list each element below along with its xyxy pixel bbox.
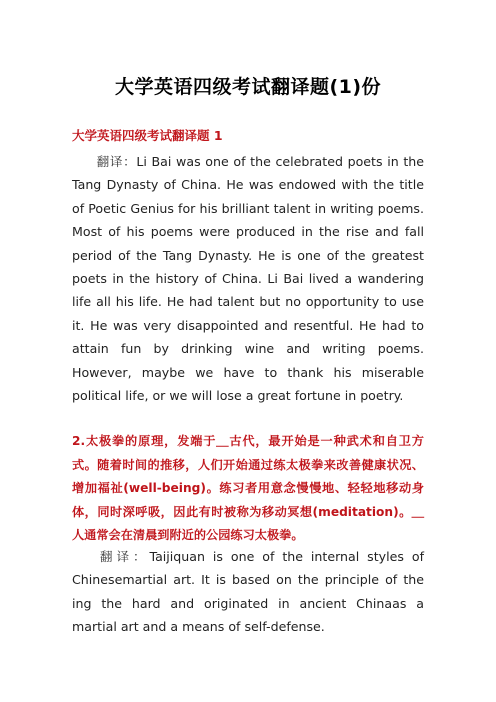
translation-text: Li Bai was one of the celebrated poets in the Tang Dynasty of China. He was endowed with the title of Poetic Genius for his brilliant talent in writing poems. Most of his poems were produced in the rise and fall period of the Tang Dynasty. He is one of the greatest poets in the history of China. Li Bai lived a wandering life all his life. He had talent but no opportunity to use it. He was very disappointed and resentful. He had to attain fun by drinking wine and writing poems. However, maybe we have to thank his miserable political life, or we will lose a great fortune in poetry. [72, 154, 424, 404]
translation-label: 翻译： [96, 549, 150, 564]
question-2-text: 2.太极拳的原理，发端于＿古代，最开始是一种武术和自卫方式。随着时间的推移，人们开始通过练太极拳来改善健康状况、增加福祉(well-being)。练习者用意念慢慢地、轻轻地移动身体，同时深呼吸，因此有时被称为移动冥想(meditation)。＿人通常会在清晨到附近的公园练习太极拳。 [72, 434, 424, 543]
translation-paragraph-2 [72, 545, 424, 639]
translation-label: 翻译： [96, 154, 137, 169]
section-heading: 大学英语四级考试翻译题 1 [72, 128, 223, 143]
document-title: 大学英语四级考试翻译题(1)份 [114, 76, 382, 98]
translation-paragraph-1 [72, 150, 424, 407]
translation-text: Taijiquan is one of the internal styles of Chinesemartial art. It is based on the principle of the ing the hard and originated in ancient Chinaas a martial art and a means of self-defense. [72, 549, 424, 635]
